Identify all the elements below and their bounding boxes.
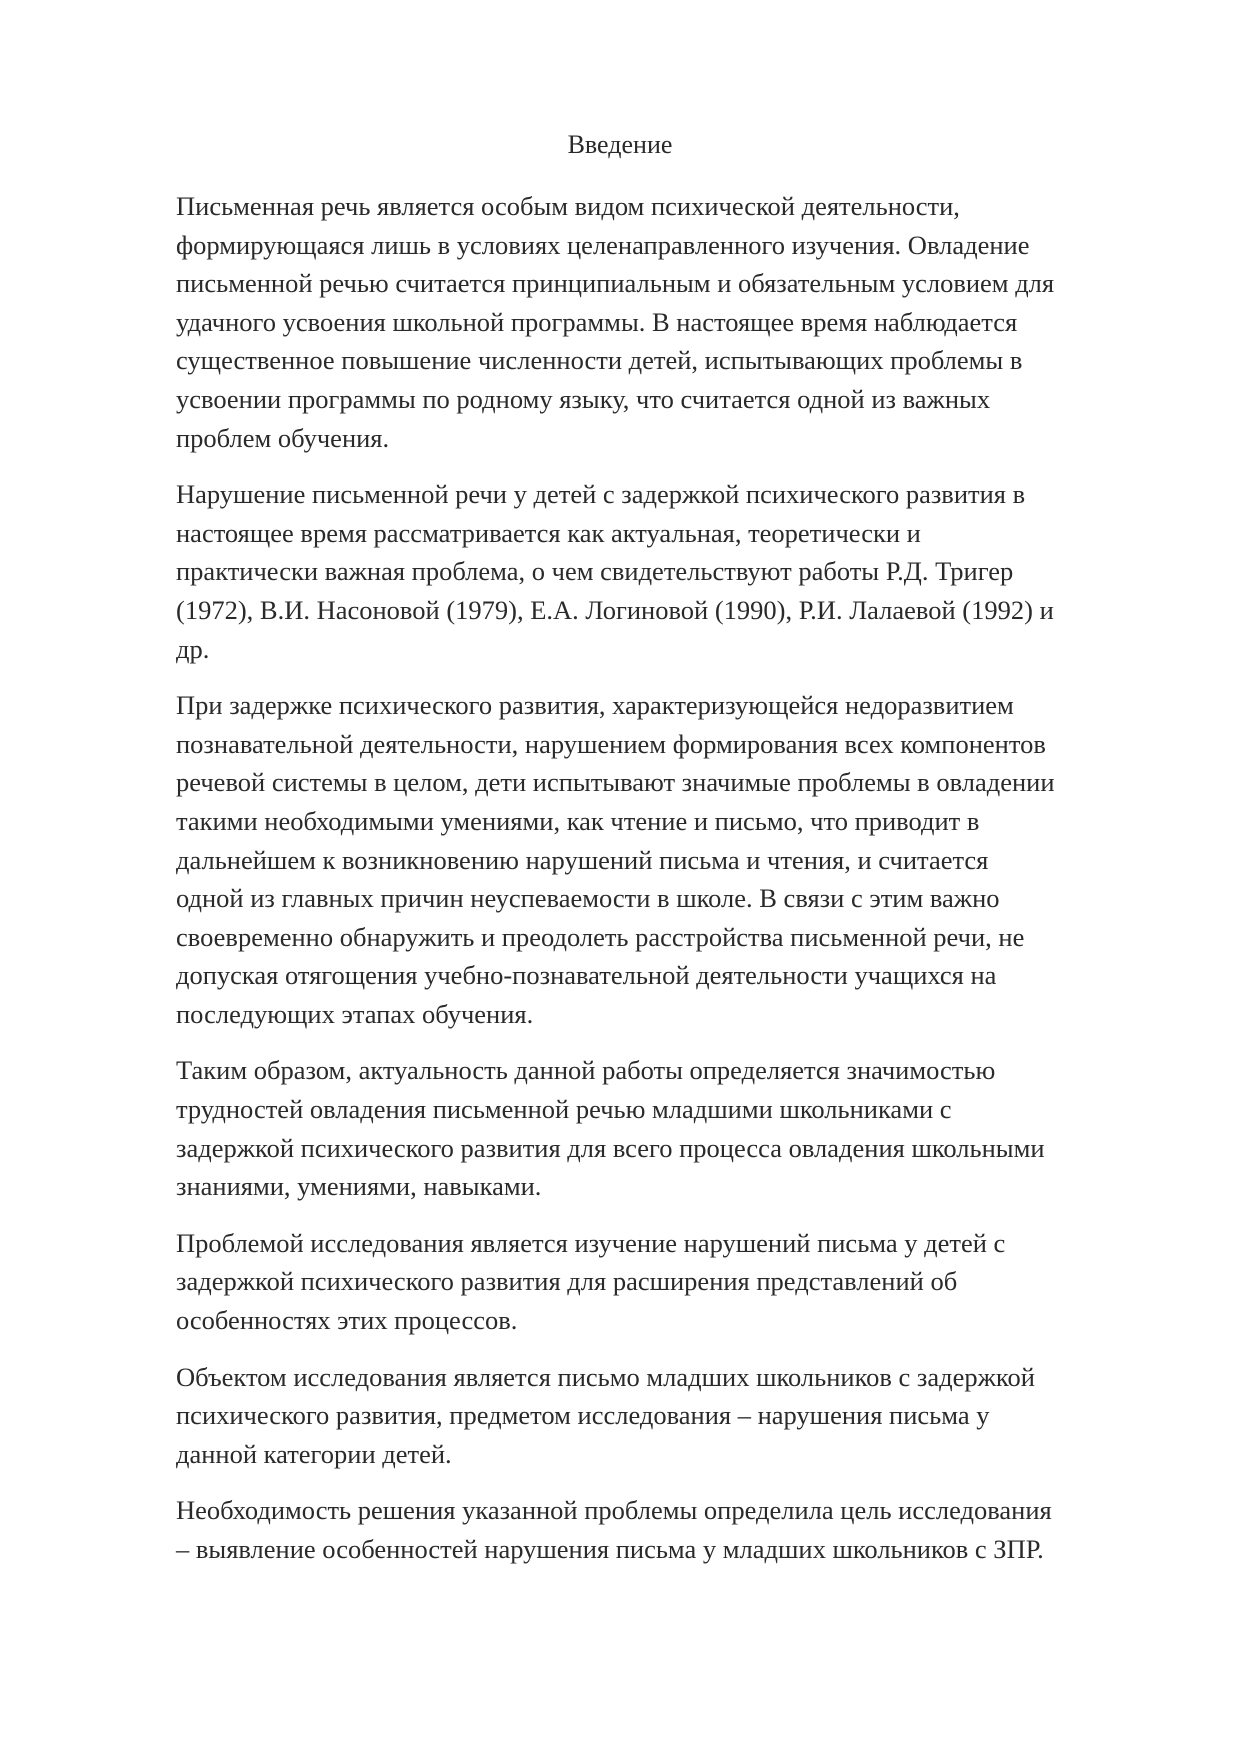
paragraph	[176, 1224, 1156, 1340]
paragraph-line: Нарушение письменной речи у детей с задержкой психического развития в	[176, 479, 1026, 510]
paragraph	[176, 1051, 1156, 1205]
paragraph-line: познавательной деятельности, нарушением формирования всех компонентов	[176, 728, 1046, 759]
paragraph-line: психического развития, предметом исследования – нарушения письма у	[176, 1400, 990, 1431]
paragraph-line: последующих этапах обучения.	[176, 998, 534, 1029]
paragraph-line: такими необходимыми умениями, как чтение и письмо, что приводит в	[176, 805, 980, 836]
paragraph-line: формирующаяся лишь в условиях целенаправленного изучения. Овладение	[176, 229, 1030, 260]
paragraph-line: Объектом исследования является письмо младших школьников с задержкой	[176, 1361, 1035, 1392]
page-title: Введение	[567, 130, 673, 159]
paragraph-line: трудностей овладения письменной речью младшими школьниками с	[176, 1094, 952, 1125]
paragraph	[176, 686, 1156, 1033]
paragraph-line: др.	[176, 633, 210, 664]
paragraph-line: речевой системы в целом, дети испытывают значимые проблемы в овладении	[176, 767, 1055, 798]
paragraph-line: данной категории детей.	[176, 1438, 452, 1469]
paragraph-line: Проблемой исследования является изучение нарушений письма у детей с	[176, 1227, 1006, 1258]
paragraph-line: своевременно обнаружить и преодолеть расстройства письменной речи, не	[176, 921, 1025, 952]
paragraph-line: При задержке психического развития, характеризующейся недоразвитием	[176, 690, 1014, 721]
paragraph-line: Письменная речь является особым видом психической деятельности,	[176, 191, 960, 221]
paragraph	[176, 475, 1156, 668]
paragraph-line: допуская отягощения учебно-познавательной деятельности учащихся на	[176, 960, 997, 991]
paragraph-line: (1972), В.И. Насоновой (1979), Е.А. Логиновой (1990), Р.И. Лалаевой (1992) и	[176, 594, 1054, 625]
paragraph-line: удачного усвоения школьной программы. В настоящее время наблюдается	[176, 306, 1018, 337]
paragraph-line: проблем обучения.	[176, 422, 390, 453]
paragraph-line: Таким образом, актуальность данной работы определяется значимостью	[176, 1055, 996, 1086]
paragraph-line: практически важная проблема, о чем свидетельствуют работы Р.Д. Тригер	[176, 556, 1014, 587]
paragraph-line: – выявление особенностей нарушения письма у младших школьников с ЗПР.	[176, 1534, 1044, 1564]
paragraph-line: знаниями, умениями, навыками.	[176, 1171, 542, 1202]
paragraph-line: усвоении программы по родному языку, что считается одной из важных	[176, 383, 991, 414]
paragraph	[176, 1358, 1156, 1474]
paragraph-line: существенное повышение численности детей, испытывающих проблемы в	[176, 345, 1023, 376]
paragraph	[176, 1491, 1156, 1568]
paragraph-line: особенностях этих процессов.	[176, 1305, 518, 1336]
paragraph-line: задержкой психического развития для всего процесса овладения школьными	[176, 1132, 1045, 1163]
paragraph-line: письменной речью считается принципиальным и обязательным условием для	[176, 268, 1055, 299]
paragraph	[176, 187, 1156, 457]
document-body	[176, 187, 1156, 1587]
paragraph-line: дальнейшем к возникновению нарушений письма и чтения, и считается	[176, 844, 989, 875]
paragraph-line: задержкой психического развития для расширения представлений об	[176, 1266, 958, 1297]
paragraph-line: одной из главных причин неуспеваемости в школе. В связи с этим важно	[176, 883, 1000, 914]
paragraph-line: Необходимость решения указанной проблемы определила цель исследования	[176, 1495, 1052, 1526]
paragraph-line: настоящее время рассматривается как актуальная, теоретически и	[176, 517, 921, 548]
